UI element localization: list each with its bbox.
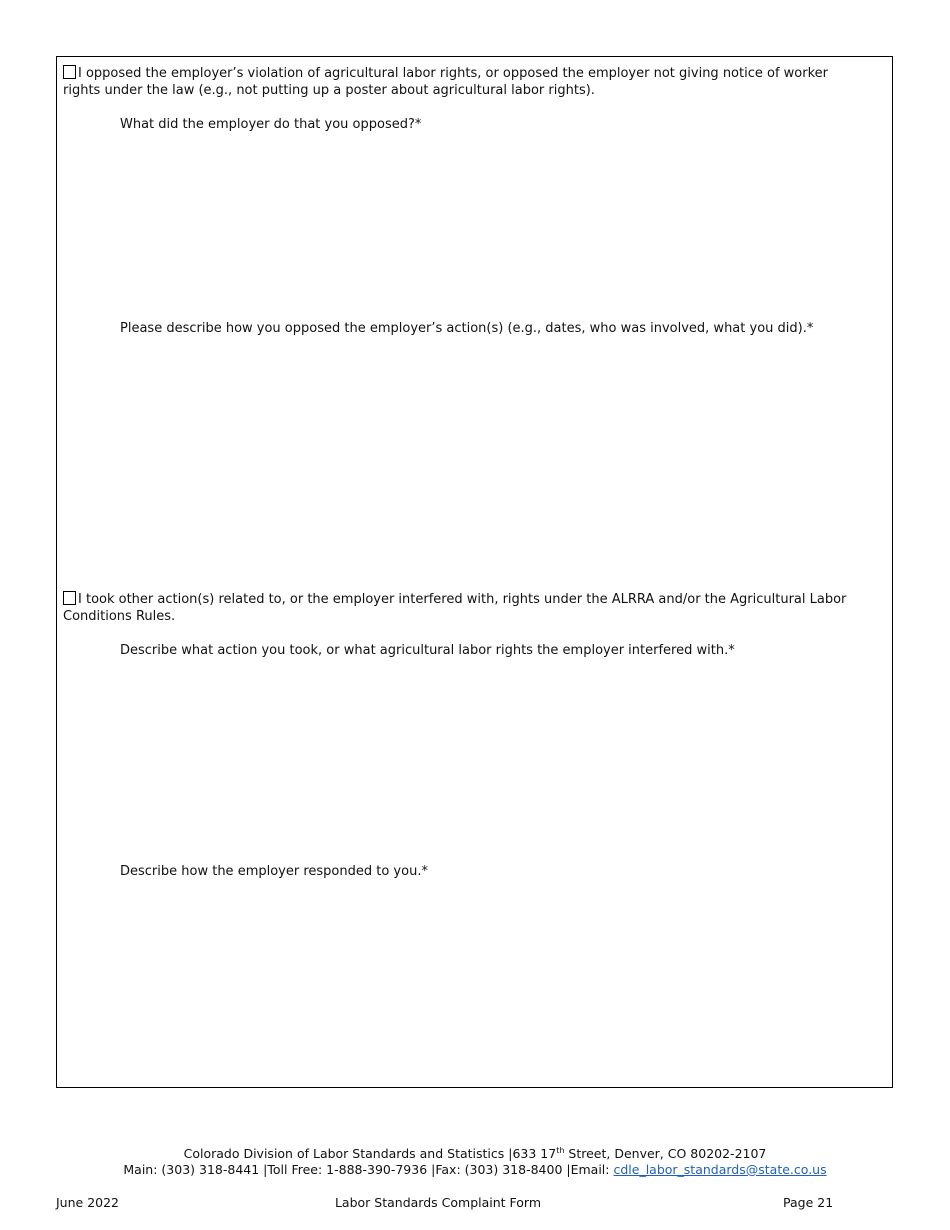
page-number: Page 21: [783, 1195, 834, 1210]
other-action-label: I took other action(s) related to, or the employer interfered with, rights under the ALRRA and/or the Agricultural Labor Conditions Rules.: [63, 592, 847, 624]
option-other-action: [63, 591, 864, 625]
question-what-employer-did: What did the employer do that you opposed?*: [120, 117, 422, 132]
email-link[interactable]: cdle_labor_standards@state.co.us: [613, 1162, 827, 1177]
question-what-action-taken: Describe what action you took, or what agricultural labor rights the employer interfered with.*: [120, 643, 735, 658]
question-employer-response: Describe how the employer responded to you.*: [120, 864, 428, 879]
form-date: June 2022: [56, 1195, 120, 1210]
answer-how-you-opposed[interactable]: [120, 341, 864, 581]
option-opposed-violation: [63, 65, 864, 99]
question-how-you-opposed: Please describe how you opposed the employer’s action(s) (e.g., dates, who was involved, what you did).*: [120, 321, 814, 336]
footer-address: Colorado Division of Labor Standards and Statistics |633 17th Street, Denver, CO 80202-2107: [183, 1146, 767, 1161]
answer-employer-response[interactable]: [120, 884, 864, 1074]
answer-what-action-taken[interactable]: [120, 663, 864, 853]
footer-contact: Main: (303) 318-8441 |Toll Free: 1-888-390-7936 |Fax: (303) 318-8400 |Email: cdle_labor_standards@state.co.us: [123, 1162, 827, 1177]
other-action-checkbox[interactable]: [63, 591, 76, 605]
form-title: Labor Standards Complaint Form: [334, 1195, 542, 1210]
opposed-violation-label: I opposed the employer’s violation of agricultural labor rights, or opposed the employer not giving notice of worker rights under the law (e.g., not putting up a poster about agricultural labor rights).: [63, 66, 829, 98]
opposed-violation-checkbox[interactable]: [63, 65, 76, 79]
answer-what-employer-did[interactable]: [120, 137, 864, 317]
complaint-form-section: [56, 56, 893, 1088]
